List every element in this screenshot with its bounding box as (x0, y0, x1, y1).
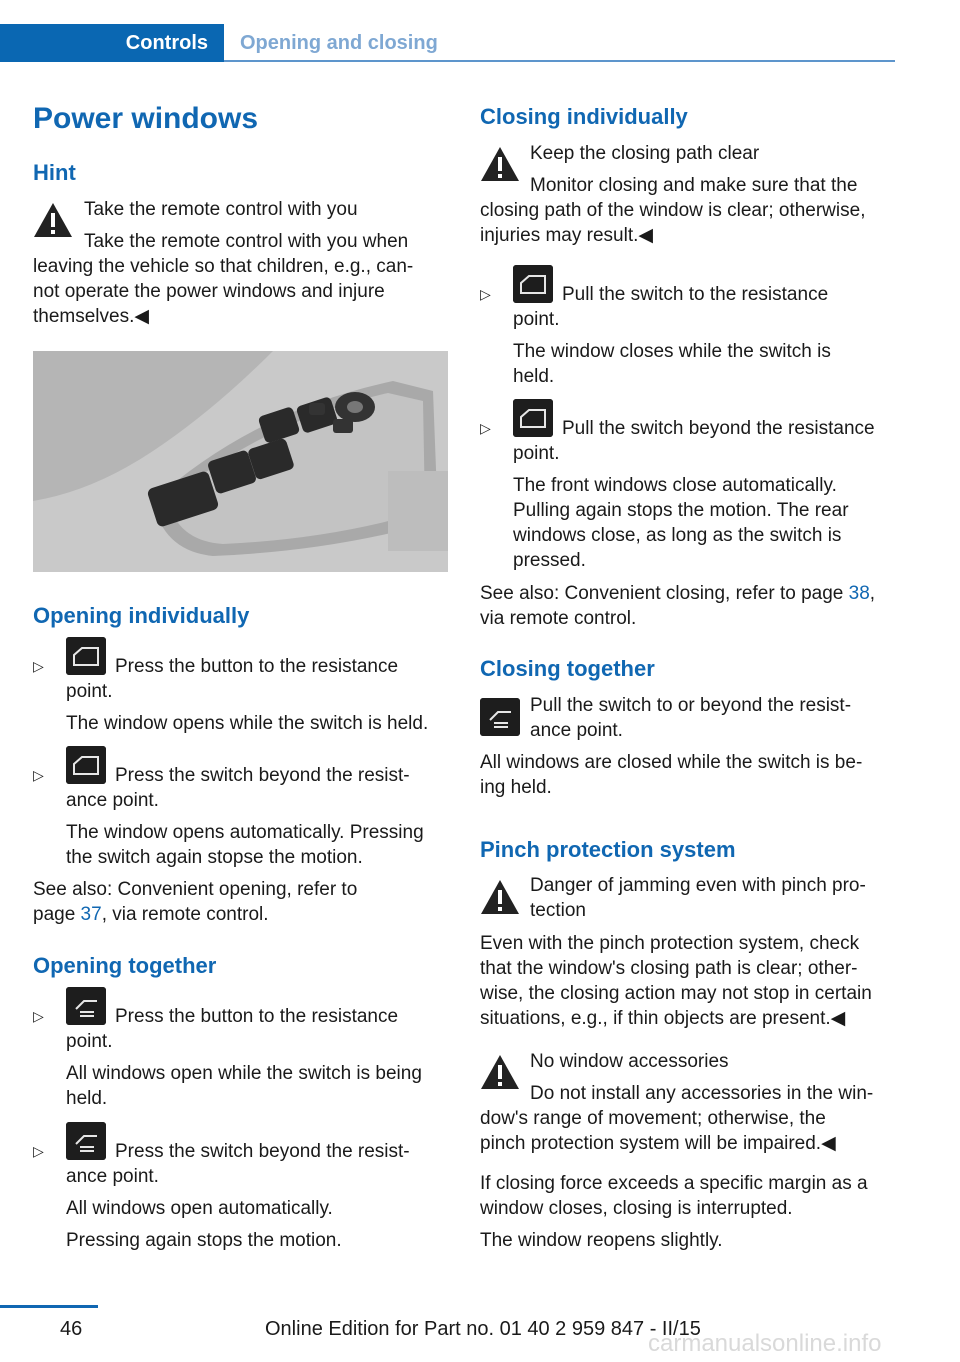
body-text: The window reopens slightly. (480, 1230, 723, 1251)
bullet-marker: ▷ (33, 1008, 44, 1024)
bullet-marker: ▷ (33, 658, 44, 674)
bullet-text: The window closes while the switch is (513, 341, 831, 362)
hint-warning-text: Take the remote control with you when (84, 231, 409, 252)
body-text: If closing force exceeds a specific margin as a (480, 1173, 868, 1194)
hint-warning-text: not operate the power windows and injure (33, 281, 385, 302)
opening-together-heading: Opening together (33, 953, 217, 978)
bullet-text: Press the button to the resistance (115, 656, 399, 677)
bullet-text: ance point. (66, 1166, 159, 1187)
bullet-text: Press the button to the resistance (115, 1006, 399, 1027)
edition-note: Online Edition for Part no. 01 40 2 959 847 - II/15 (265, 1318, 701, 1340)
hint-warning-title: Take the remote control with you (84, 199, 358, 220)
hint-warning-text: themselves.◀ (33, 306, 149, 327)
window-switch-all-icon (66, 987, 106, 1025)
page-header (0, 24, 895, 62)
warning-text: wise, the closing action may not stop in certain (480, 983, 872, 1004)
bullet-marker: ▷ (33, 767, 44, 783)
section-tab-controls: Controls (0, 24, 224, 62)
pinch-protection-heading: Pinch protection system (480, 837, 736, 862)
bullet-text: held. (66, 1088, 108, 1109)
page-title: Power windows (33, 102, 259, 135)
warning-title: No window accessories (530, 1051, 729, 1072)
closing-individually-heading: Closing individually (480, 104, 688, 129)
see-also-suffix: , (869, 583, 876, 604)
see-also-text: via remote control. (480, 608, 637, 629)
bullet-text: held. (513, 366, 555, 387)
bullet-text: point. (66, 1031, 113, 1052)
bullet-text: All windows open while the switch is being (66, 1063, 422, 1084)
closing-together-text: ance point. (530, 720, 623, 741)
hint-warning-text: leaving the vehicle so that children, e.g., can‐ (33, 256, 414, 277)
bullet-text: Pulling again stops the motion. The rear (513, 500, 849, 521)
warning-title: Danger of jamming even with pinch pro‐ (530, 875, 866, 896)
window-switch-single-icon (513, 265, 553, 303)
bullet-marker: ▷ (480, 286, 491, 302)
page-link-37[interactable]: 37 (80, 904, 102, 925)
header-rule (224, 60, 895, 62)
see-also-line (33, 902, 269, 927)
see-also-prefix: page (33, 904, 81, 925)
page-number: 46 (60, 1318, 83, 1340)
warning-icon (480, 879, 520, 915)
closing-together-text: Pull the switch to or beyond the resist‐ (530, 695, 852, 716)
bullet-text: point. (513, 443, 560, 464)
bullet-text: point. (513, 309, 560, 330)
bullet-marker: ▷ (480, 420, 491, 436)
bullet-text: ance point. (66, 790, 159, 811)
warning-text: Even with the pinch protection system, check (480, 933, 860, 954)
see-also-line (480, 581, 875, 606)
bullet-text: windows close, as long as the switch is (513, 525, 842, 546)
bullet-text: pressed. (513, 550, 586, 571)
bullet-text: point. (66, 681, 113, 702)
warning-icon (33, 202, 73, 238)
see-also-text: See also: Convenient opening, refer to (33, 879, 358, 900)
warning-text: Monitor closing and make sure that the (530, 175, 858, 196)
warning-text: pinch protection system will be impaired.◀ (480, 1133, 836, 1154)
window-switch-all-icon (480, 698, 520, 736)
bullet-text: Pull the switch to the resistance (562, 284, 829, 305)
see-also-suffix: , via remote control. (101, 904, 269, 925)
watermark: carmanualsonline.info (648, 1330, 882, 1357)
window-switch-all-icon (66, 1122, 106, 1160)
bullet-text: Pressing again stops the motion. (66, 1230, 342, 1251)
warning-text: injuries may result.◀ (480, 225, 653, 246)
warning-text: situations, e.g., if thin objects are present.◀ (480, 1008, 846, 1029)
warning-icon (480, 146, 520, 182)
section-tab-opening-closing: Opening and closing (240, 32, 438, 54)
warning-text: Do not install any accessories in the win‐ (530, 1083, 874, 1104)
bullet-text: The window opens automatically. Pressing (66, 822, 424, 843)
see-also-prefix: See also: Convenient closing, refer to page (480, 583, 849, 604)
warning-text: dow's range of movement; otherwise, the (480, 1108, 826, 1129)
page-link-38[interactable]: 38 (848, 583, 870, 604)
bullet-text: the switch again stopse the motion. (66, 847, 363, 868)
closing-together-heading: Closing together (480, 656, 655, 681)
bullet-text: Press the switch beyond the resist‐ (115, 765, 410, 786)
opening-individually-heading: Opening individually (33, 603, 250, 628)
closing-together-text: All windows are closed while the switch is be‐ (480, 752, 863, 773)
window-switch-photo (33, 351, 448, 572)
warning-icon (480, 1054, 520, 1090)
bullet-text: All windows open automatically. (66, 1198, 333, 1219)
warning-text: that the window's closing path is clear; other‐ (480, 958, 858, 979)
bullet-text: The front windows close automatically. (513, 475, 837, 496)
warning-title: tection (530, 900, 586, 921)
window-switch-single-icon (66, 746, 106, 784)
warning-text: closing path of the window is clear; otherwise, (480, 200, 866, 221)
bullet-text: The window opens while the switch is held. (66, 713, 429, 734)
bullet-text: Press the switch beyond the resist‐ (115, 1141, 410, 1162)
footer-rule (0, 1305, 98, 1308)
bullet-marker: ▷ (33, 1143, 44, 1159)
window-switch-single-icon (513, 399, 553, 437)
body-text: window closes, closing is interrupted. (480, 1198, 793, 1219)
closing-together-text: ing held. (480, 777, 552, 798)
window-switch-single-icon (66, 637, 106, 675)
bullet-text: Pull the switch beyond the resistance (562, 418, 875, 439)
warning-title: Keep the closing path clear (530, 143, 760, 164)
hint-heading: Hint (33, 160, 76, 185)
